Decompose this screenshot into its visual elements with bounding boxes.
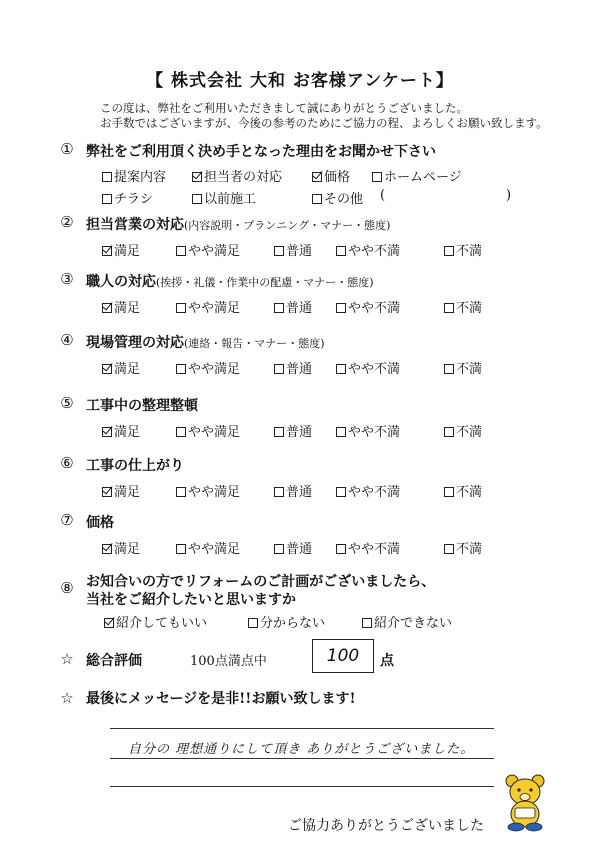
q5-option-somewhat-satisfied[interactable]: やや満足 — [176, 421, 240, 440]
checkbox-icon — [192, 194, 202, 204]
overall-scale: 100点満点中 — [190, 654, 267, 669]
q1-option-homepage[interactable]: ホームページ — [372, 166, 462, 185]
q5-question — [86, 395, 198, 415]
intro-line-2: お手数ではございますが、今後の参考のためにご協力の程、よろしくお願い致します。 — [100, 116, 548, 130]
checkbox-icon — [372, 172, 382, 182]
checkbox-icon — [444, 487, 454, 497]
q2-option-somewhat-dissatisfied[interactable]: やや不満 — [336, 240, 400, 259]
checkbox-icon — [176, 364, 186, 374]
checkbox-icon — [102, 172, 112, 182]
q4-option-dissatisfied[interactable]: 不満 — [444, 358, 482, 377]
message-line-2 — [110, 758, 494, 759]
q4-title: 現場管理の対応 — [86, 335, 184, 351]
q6-number: ⑥ — [60, 454, 74, 472]
q5-option-neutral[interactable]: 普通 — [274, 421, 312, 440]
checkbox-checked-icon — [102, 427, 112, 437]
q6-option-neutral[interactable]: 普通 — [274, 481, 312, 500]
q4-option-somewhat-satisfied[interactable]: やや満足 — [176, 358, 240, 377]
checkbox-checked-icon — [102, 487, 112, 497]
q6-question — [86, 455, 184, 475]
checkbox-checked-icon — [102, 246, 112, 256]
q7-option-dissatisfied[interactable]: 不満 — [444, 538, 482, 557]
q1-option-price[interactable]: 価格 — [312, 166, 350, 185]
checkbox-icon — [176, 303, 186, 313]
checkbox-icon — [362, 618, 372, 628]
q7-title: 価格 — [86, 515, 114, 531]
checkbox-icon — [336, 246, 346, 256]
q1-other-paren-open: ( — [380, 188, 386, 203]
q3-question — [86, 271, 374, 291]
q1-option-staff[interactable]: 担当者の対応 — [192, 166, 282, 185]
checkbox-checked-icon — [192, 172, 202, 182]
checkbox-checked-icon — [102, 303, 112, 313]
q3-number: ③ — [60, 270, 74, 288]
checkbox-icon — [444, 427, 454, 437]
overall-label: 総合評価 — [86, 653, 142, 669]
q6-option-somewhat-dissatisfied[interactable]: やや不満 — [336, 481, 400, 500]
q5-option-dissatisfied[interactable]: 不満 — [444, 421, 482, 440]
q8-question-line-2: 当社をご紹介したいと思いますか — [86, 592, 296, 608]
checkbox-icon — [176, 487, 186, 497]
q2-option-somewhat-satisfied[interactable]: やや満足 — [176, 240, 240, 259]
checkbox-icon — [176, 427, 186, 437]
final-star-icon: ☆ — [60, 689, 74, 707]
bear-mascot-icon — [502, 772, 548, 832]
checkbox-icon — [274, 246, 284, 256]
q2-note: (内容説明・プランニング・マナー・態度) — [184, 219, 391, 232]
checkbox-icon — [176, 544, 186, 554]
q2-question — [86, 214, 390, 234]
checkbox-icon — [274, 427, 284, 437]
q4-number: ④ — [60, 331, 74, 349]
q5-option-somewhat-dissatisfied[interactable]: やや不満 — [336, 421, 400, 440]
overall-star-icon: ☆ — [60, 650, 74, 668]
intro-line-1: この度は、弊社をご利用いただきまして誠にありがとうございました。 — [100, 101, 468, 115]
checkbox-icon — [274, 487, 284, 497]
q8-question-line-1: お知合いの方でリフォームのご計画がございましたら、 — [86, 574, 436, 590]
checkbox-icon — [274, 303, 284, 313]
q6-option-dissatisfied[interactable]: 不満 — [444, 481, 482, 500]
checkbox-icon — [336, 544, 346, 554]
checkbox-icon — [444, 246, 454, 256]
q3-option-satisfied[interactable]: 満足 — [102, 297, 140, 316]
q8-number: ⑧ — [60, 579, 74, 597]
checkbox-icon — [176, 246, 186, 256]
checkbox-icon — [274, 544, 284, 554]
q6-option-somewhat-satisfied[interactable]: やや満足 — [176, 481, 240, 500]
q1-option-flyer[interactable]: チラシ — [102, 188, 153, 207]
q8-option-would-recommend[interactable]: 紹介してもいい — [104, 612, 207, 631]
score-value: 100 — [326, 646, 360, 666]
q1-question: 弊社をご利用頂く決め手となった理由をお聞かせ下さい — [86, 144, 436, 160]
message-line-1 — [110, 728, 494, 729]
q8-option-cannot-recommend[interactable]: 紹介できない — [362, 612, 452, 631]
q1-option-previous-work[interactable]: 以前施工 — [192, 188, 256, 207]
q1-other-paren-close: ) — [506, 188, 512, 203]
q2-option-dissatisfied[interactable]: 不満 — [444, 240, 482, 259]
checkbox-icon — [312, 194, 322, 204]
q7-question — [86, 512, 114, 532]
q1-option-other[interactable]: その他 — [312, 188, 363, 207]
q7-option-satisfied[interactable]: 満足 — [102, 538, 140, 557]
final-label: 最後にメッセージを是非!!お願い致します! — [86, 691, 356, 707]
checkbox-checked-icon — [102, 544, 112, 554]
checkbox-icon — [102, 194, 112, 204]
q7-option-neutral[interactable]: 普通 — [274, 538, 312, 557]
thanks-text: ご協力ありがとうございました — [288, 818, 484, 834]
q5-option-satisfied[interactable]: 満足 — [102, 421, 140, 440]
q7-option-somewhat-dissatisfied[interactable]: やや不満 — [336, 538, 400, 557]
q5-title: 工事中の整理整頓 — [86, 398, 198, 414]
checkbox-icon — [336, 487, 346, 497]
q1-number: ① — [60, 140, 74, 158]
message-line-3 — [110, 786, 494, 787]
q4-option-somewhat-dissatisfied[interactable]: やや不満 — [336, 358, 400, 377]
q6-title: 工事の仕上がり — [86, 458, 184, 474]
checkbox-icon — [444, 364, 454, 374]
q8-option-dont-know[interactable]: 分からない — [248, 612, 325, 631]
q3-option-dissatisfied[interactable]: 不満 — [444, 297, 482, 316]
q3-option-somewhat-satisfied[interactable]: やや満足 — [176, 297, 240, 316]
q3-note: (挨拶・礼儀・作業中の配慮・マナー・態度) — [156, 276, 374, 289]
checkbox-icon — [274, 364, 284, 374]
q3-option-neutral[interactable]: 普通 — [274, 297, 312, 316]
score-unit: 点 — [380, 653, 394, 669]
checkbox-checked-icon — [104, 618, 114, 628]
customer-message[interactable]: 自分の 理想通りにして頂き ありがとうございました。 — [128, 742, 475, 757]
q5-number: ⑤ — [60, 394, 74, 412]
q2-number: ② — [60, 213, 74, 231]
checkbox-icon — [336, 364, 346, 374]
q7-number: ⑦ — [60, 511, 74, 529]
q2-option-satisfied[interactable]: 満足 — [102, 240, 140, 259]
checkbox-icon — [336, 427, 346, 437]
q4-option-satisfied[interactable]: 満足 — [102, 358, 140, 377]
q4-option-neutral[interactable]: 普通 — [274, 358, 312, 377]
checkbox-icon — [444, 303, 454, 313]
q1-option-proposal[interactable]: 提案内容 — [102, 166, 166, 185]
q3-option-somewhat-dissatisfied[interactable]: やや不満 — [336, 297, 400, 316]
q3-title: 職人の対応 — [86, 274, 156, 290]
checkbox-checked-icon — [102, 364, 112, 374]
q2-option-neutral[interactable]: 普通 — [274, 240, 312, 259]
q2-title: 担当営業の対応 — [86, 217, 184, 233]
checkbox-icon — [444, 544, 454, 554]
survey-title: 【 株式会社 大和 お客様アンケート】 — [146, 71, 454, 91]
q4-note: (連絡・報告・マナー・態度) — [184, 337, 325, 350]
q7-option-somewhat-satisfied[interactable]: やや満足 — [176, 538, 240, 557]
checkbox-icon — [336, 303, 346, 313]
q4-question — [86, 332, 325, 352]
checkbox-checked-icon — [312, 172, 322, 182]
checkbox-icon — [248, 618, 258, 628]
q6-option-satisfied[interactable]: 満足 — [102, 481, 140, 500]
